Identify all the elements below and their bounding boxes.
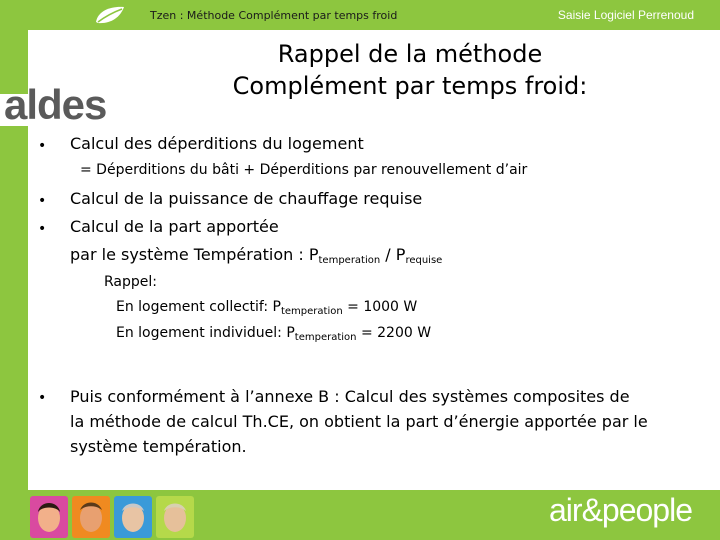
header-source: Saisie Logiciel Perrenoud xyxy=(557,8,694,22)
header-title: Tzen : Méthode Complément par temps froid xyxy=(150,9,398,22)
collectif-sub: temperation xyxy=(280,306,343,317)
rappel-individuel xyxy=(116,325,431,343)
individuel-value: = 2200 W xyxy=(356,325,432,341)
individuel-prefix: En logement individuel: P xyxy=(116,325,295,341)
face-photo-2 xyxy=(72,496,110,538)
bullet-3-line-1: Calcul de la part apportée xyxy=(70,217,279,236)
bullet-4-line-2: la méthode de calcul Th.CE, on obtient la part d’énergie apportée par le xyxy=(70,412,648,431)
leaf-icon xyxy=(92,4,126,26)
rappel-collectif xyxy=(116,299,417,317)
air-people-logo: air&people xyxy=(549,492,692,528)
collectif-prefix: En logement collectif: P xyxy=(116,299,281,315)
bullet-3-line-2 xyxy=(70,245,442,266)
face-photo-3 xyxy=(114,496,152,538)
individuel-sub: temperation xyxy=(294,332,357,343)
slide-title-line-1: Rappel de la méthode xyxy=(277,40,543,68)
aldes-logo: aldes xyxy=(4,81,107,128)
face-photo-4 xyxy=(156,496,194,538)
bullet-marker-3: • xyxy=(38,221,47,237)
bullet-3-formula-sub-1: temperation xyxy=(318,255,381,266)
bullet-3-formula-sub-2: requise xyxy=(405,255,443,266)
bullet-marker-2: • xyxy=(38,193,47,209)
collectif-value: = 1000 W xyxy=(342,299,418,315)
bullet-3-formula-mid: / P xyxy=(380,245,406,264)
bullet-1-detail: = Déperditions du bâti + Déperditions par renouvellement d’air xyxy=(80,162,528,178)
face-photo-1 xyxy=(30,496,68,538)
bullet-marker-1: • xyxy=(38,138,47,154)
bullet-1: Calcul des déperditions du logement xyxy=(70,134,364,153)
rappel-label: Rappel: xyxy=(104,274,157,290)
bullet-2: Calcul de la puissance de chauffage requise xyxy=(70,189,423,208)
bullet-4-line-1: Puis conformément à l’annexe B : Calcul des systèmes composites de xyxy=(70,387,630,406)
bullet-4-line-3: système températion. xyxy=(70,437,247,456)
slide-title-line-2: Complément par temps froid: xyxy=(232,72,588,100)
slide-title xyxy=(170,38,650,102)
bullet-marker-4: • xyxy=(38,390,47,406)
bullet-4 xyxy=(70,384,690,459)
bullet-3-formula-prefix: par le système Températion : P xyxy=(70,245,319,264)
